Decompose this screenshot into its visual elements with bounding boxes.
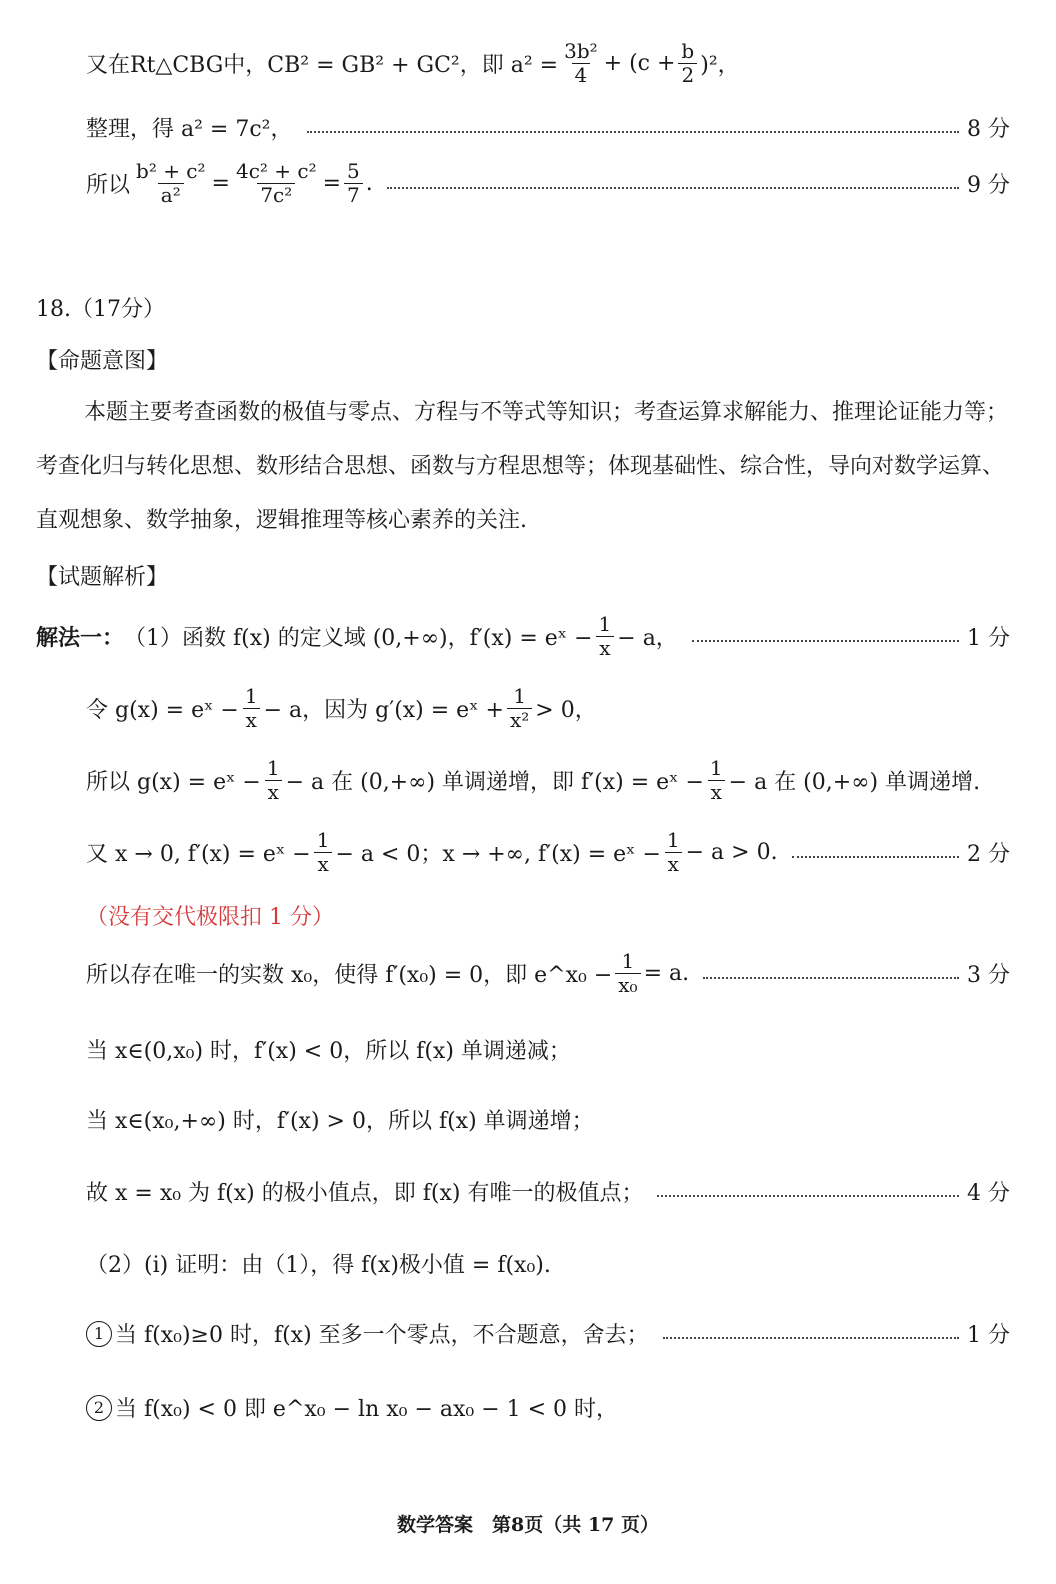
line-rt-triangle: 又在Rt△CBG中，CB² = GB² + GC²，即 a² = $\frac{\text{3b²}}{4}$ + (c + $\frac{b}{2}$ )²， xyxy=(86,39,740,87)
question-heading: 18.（17分） xyxy=(36,297,165,322)
leader-dots xyxy=(703,977,959,979)
solution-step-10: （2）(i) 证明：由（1），得 f(x)极小值 = f(x₀). xyxy=(86,1253,551,1278)
page-footer: 数学答案 第8页（共 17 页） xyxy=(397,1514,659,1536)
fraction: $\frac{5}{7}$ xyxy=(344,160,363,207)
solution-step-7: 当 x∈(0,x₀) 时，f′(x) < 0，所以 f(x) 单调递减； xyxy=(86,1039,571,1064)
fraction: $\frac{1}{x}$ xyxy=(242,685,261,732)
score: 3 分 xyxy=(967,963,1010,988)
leader-dots xyxy=(387,187,959,189)
solution-step-4: 又 x → 0, f′(x) = eˣ − $\frac{1}{x}$ − a < 0；x → +∞, f′(x) = eˣ − $\frac{1}{x}$ − a > 0. 2 分 xyxy=(86,828,1010,876)
fraction: $\frac{\text{4c² + c²}}{\text{7c²}}$ xyxy=(235,159,317,207)
solution-step-12: 2 当 f(x₀) < 0 即 e^x₀ − ln x₀ − ax₀ − 1 < 0 时， xyxy=(86,1392,1010,1423)
leader-dots xyxy=(663,1337,959,1339)
line-ratio: 所以 $\frac{\text{b² + c²}}{\text{a²}}$ = $\frac{\text{4c² + c²}}{\text{7c²}}$ = $\frac{5}{7}$ . 9 分 xyxy=(86,159,1010,207)
circled-number: 2 xyxy=(86,1395,112,1421)
analysis-heading: 【试题解析】 xyxy=(36,565,169,590)
solution-step-2: 令 g(x) = eˣ − $\frac{1}{x}$ − a，因为 g′(x) = eˣ + $\frac{1}{\text{x²}}$ > 0， xyxy=(86,684,597,732)
fraction: $\frac{1}{x}$ xyxy=(264,757,283,804)
circled-number: 1 xyxy=(86,1321,112,1347)
fraction: $\frac{\text{3b²}}{4}$ xyxy=(564,39,598,87)
solution-step-11: 1 当 f(x₀)≥0 时，f(x) 至多一个零点，不合题意，舍去； 1 分 xyxy=(86,1318,1010,1349)
leader-dots xyxy=(692,640,959,642)
leader-dots xyxy=(657,1195,959,1197)
fraction: $\frac{\text{b² + c²}}{\text{a²}}$ xyxy=(136,159,206,207)
score: 1 分 xyxy=(967,1323,1010,1348)
intent-paragraph: 本题主要考查函数的极值与零点、方程与不等式等知识；考查运算求解能力、推理论证能力等；考查化归与转化思想、数形结合思想、函数与方程思想等；体现基础性、综合性，导向对数学运算、直观想象、数学抽象，逻辑推理等核心素养的关注. xyxy=(36,400,1009,533)
score: 1 分 xyxy=(967,626,1010,651)
score: 4 分 xyxy=(967,1181,1010,1206)
leader-dots xyxy=(307,131,960,133)
solution-step-1: 解法一： （1）函数 f(x) 的定义域 (0,+∞)，f′(x) = eˣ − $\frac{1}{x}$ − a， 1 分 xyxy=(36,612,1010,660)
solution-step-6: 所以存在唯一的实数 x₀，使得 f′(x₀) = 0，即 e^x₀ − $\frac{1}{\text{x₀}}$ = a. 3 分 xyxy=(86,949,1010,997)
fraction: $\frac{1}{\text{x₀}}$ xyxy=(615,950,640,997)
fraction: $\frac{b}{2}$ xyxy=(678,40,697,87)
deduction-note: （没有交代极限扣 1 分） xyxy=(86,905,334,930)
fraction: $\frac{1}{x}$ xyxy=(664,829,683,876)
fraction: $\frac{1}{x}$ xyxy=(314,829,333,876)
score: 2 分 xyxy=(967,842,1010,867)
solution-step-9: 故 x = x₀ 为 f(x) 的极小值点，即 f(x) 有唯一的极值点； 4 分 xyxy=(86,1176,1010,1207)
line-simplify: 整理，得 a² = 7c²， 8 分 xyxy=(86,112,1010,143)
fraction: $\frac{1}{x}$ xyxy=(707,757,726,804)
intent-heading: 【命题意图】 xyxy=(36,349,169,374)
fraction: $\frac{1}{x}$ xyxy=(596,613,615,660)
score: 9 分 xyxy=(967,173,1010,198)
fraction: $\frac{1}{\text{x²}}$ xyxy=(507,685,532,732)
score: 8 分 xyxy=(967,117,1010,142)
solution-step-8: 当 x∈(x₀,+∞) 时，f′(x) > 0，所以 f(x) 单调递增； xyxy=(86,1109,594,1134)
leader-dots xyxy=(792,856,959,858)
solution-step-3: 所以 g(x) = eˣ − $\frac{1}{x}$ − a 在 (0,+∞) 单调递增，即 f′(x) = eˣ − $\frac{1}{x}$ − a 在 (0,+∞) 单调递增. xyxy=(86,756,981,804)
